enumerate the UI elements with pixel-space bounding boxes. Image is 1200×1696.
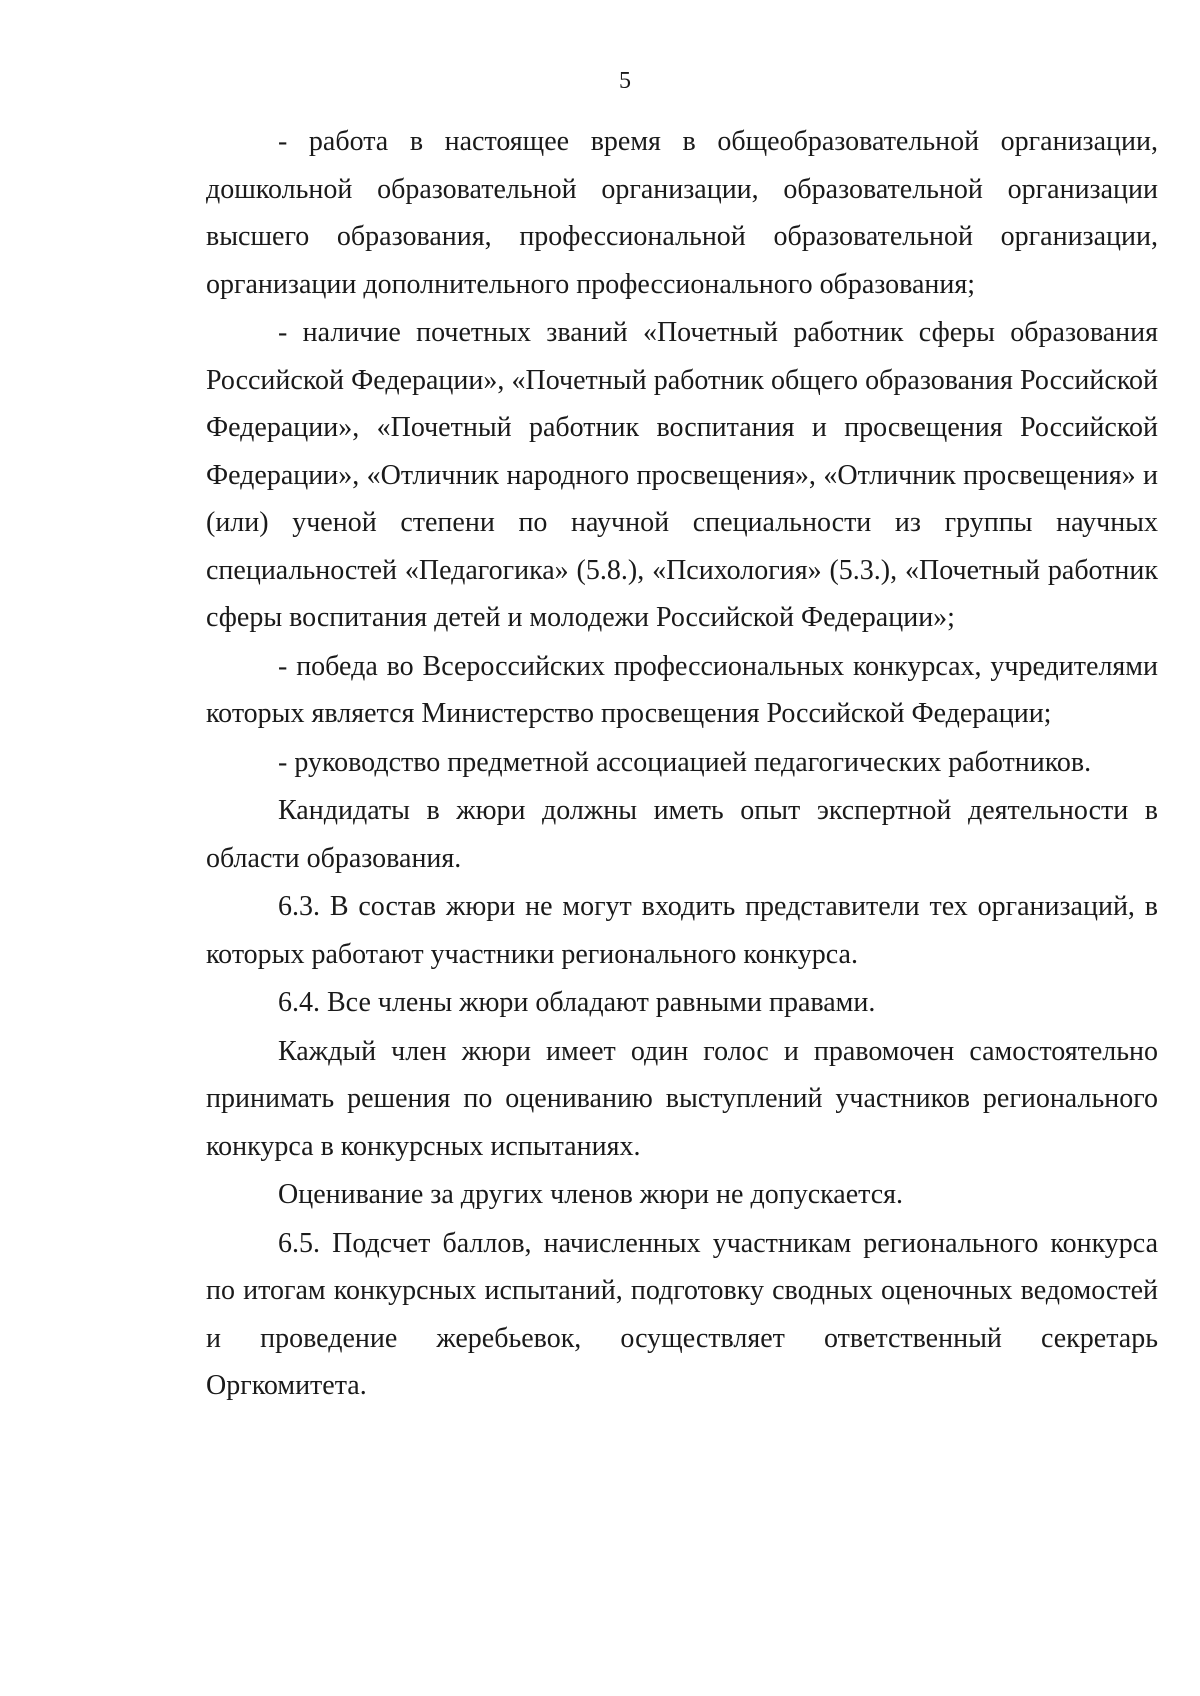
paragraph-association-leadership: - руководство предметной ассоциацией педагогических работников. — [278, 746, 1092, 778]
paragraph-honorary-titles: - наличие почетных званий «Почетный работник сферы образования Российской Федерации», «Почетный работник общего образования Российской Федерации», «Почетный работник воспитания и просвещения Российской Федерации», «Отличник народного просвещения», «Отличник просвещения» и (или) ученой степени по научной специальности из группы научных специальностей «Педагогика» (5.8.), «Психология» (5.3.), «Почетный работник сферы воспитания детей и молодежи Российской Федерации»; — [206, 317, 1158, 633]
paragraph-member-vote: Каждый член жюри имеет один голос и правомочен самостоятельно принимать решения по оцениванию выступлений участников регионального конкурса в конкурсных испытаниях. — [206, 1035, 1158, 1162]
page-number: 5 — [619, 68, 631, 94]
paragraph-current-employment: - работа в настоящее время в общеобразовательной организации, дошкольной образовательной организации, образовательной организации высшего образования, профессиональной образовательной организации, организации дополнительного профессионального образования; — [206, 126, 1158, 300]
paragraph-6-5: 6.5. Подсчет баллов, начисленных участникам регионального конкурса по итогам конкурсных испытаний, подготовку сводных оценочных ведомостей и проведение жеребьевок, осуществляет ответственный секретарь Оргкомитета. — [206, 1227, 1158, 1401]
paragraph-competition-victory: - победа во Всероссийских профессиональных конкурсах, учредителями которых является Министерство просвещения Российской Федерации; — [206, 650, 1158, 729]
paragraph-6-3: 6.3. В состав жюри не могут входить представители тех организаций, в которых работают участники регионального конкурса. — [206, 891, 1158, 970]
document-body — [206, 118, 1158, 1411]
paragraph-expert-experience: Кандидаты в жюри должны иметь опыт экспертной деятельности в области образования. — [206, 795, 1158, 874]
paragraph-6-4: 6.4. Все члены жюри обладают равными правами. — [278, 987, 876, 1018]
paragraph-no-proxy-evaluation: Оценивание за других членов жюри не допускается. — [278, 1179, 904, 1210]
